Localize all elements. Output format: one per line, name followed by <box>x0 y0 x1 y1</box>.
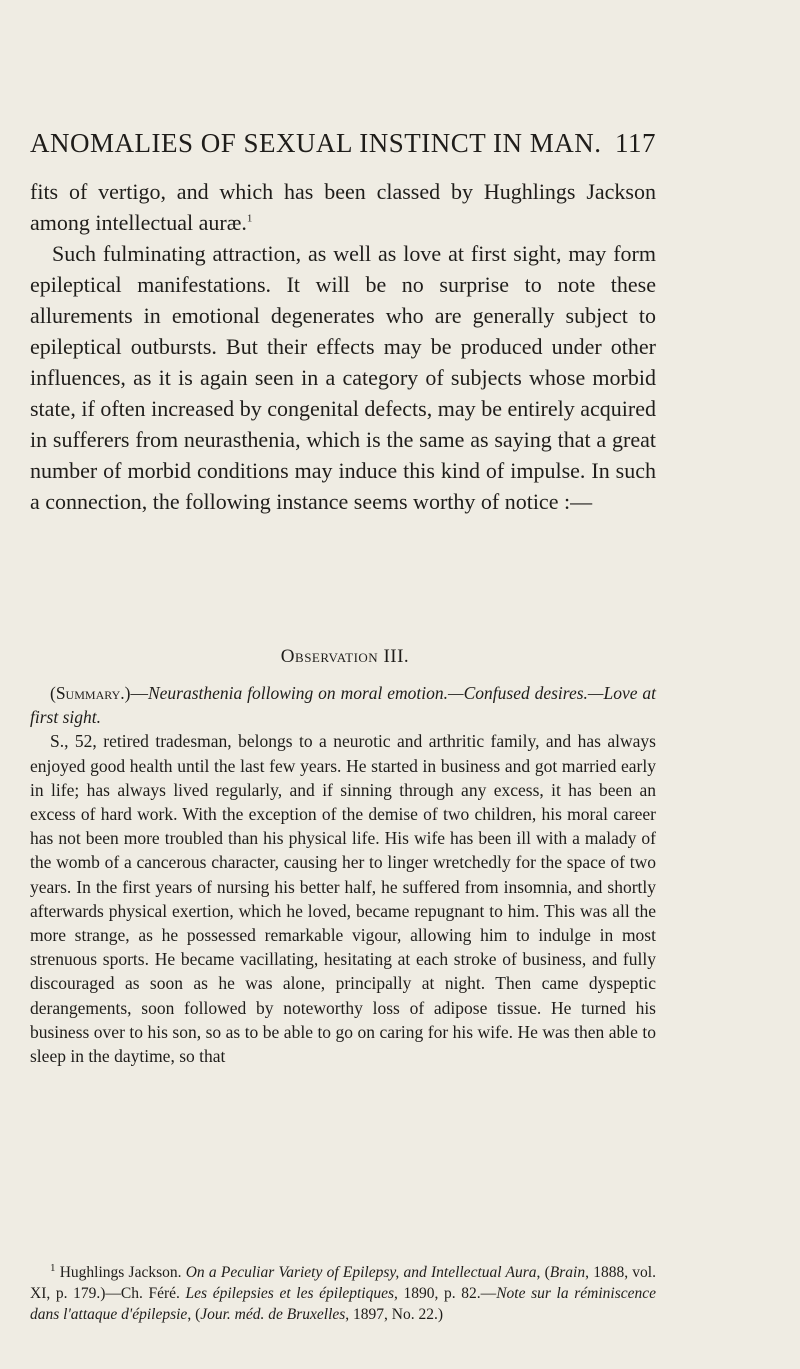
case-description: S., 52, retired tradesman, belongs to a neurotic and arthritic family, and has always enjoyed good health until the last few years. He started in business and got married early in life; has always lived regularly, and if sinning through any excess, it has been an excess of hard work. With the exception of the demise of two children, his moral career has not been more troubled than his physical life. His wife has been ill with a malady of the womb of a cancerous character, causing her to linger wretchedly for the space of two years. In the first years of nursing his better half, he suffered from insomnia, and shortly afterwards physical exertion, which he loved, became repugnant to him. This was all the more strange, as he possessed remarkable vigour, allowing him to indulge in most strenuous sports. He became vacillating, hesitating at each stroke of business, and fully discouraged as soon as he was alone, principally at night. Then came dyspeptic derangements, soon followed by noteworthy loss of adipose tissue. He turned his business over to his son, so as to be able to go on caring for his wife. He was then able to sleep in the daytime, so that <box>30 731 656 1067</box>
footnote-reference: 1 <box>246 212 253 225</box>
main-text <box>30 176 656 517</box>
footnote-citation-2: , 1890, p. 82.— <box>394 1285 497 1302</box>
footnote-sep-1: , ( <box>536 1264 550 1281</box>
summary-close: )— <box>124 683 148 703</box>
observation-heading: Observation III. <box>280 646 410 667</box>
footnote-sep-2: , ( <box>187 1306 201 1323</box>
footnote-title-1: On a Peculiar Variety of Epilepsy, and Intellectual Aura <box>185 1264 537 1281</box>
paragraph-1-text: fits of vertigo, and which has been classed by Hughlings Jackson among intellectual auræ. <box>30 179 656 235</box>
summary-text: Neurasthenia following on moral emotion.—Confused desires.—Love at first sight. <box>30 683 656 728</box>
running-title: ANOMALIES OF SEXUAL INSTINCT IN MAN. <box>30 128 602 158</box>
footnote <box>30 1262 656 1325</box>
observation-text <box>30 681 656 1068</box>
summary-open: ( <box>50 683 56 703</box>
paragraph-2: Such fulminating attraction, as well as love at first sight, may form epileptical manifestations. It will be no surprise to note these allurements in emotional degenerates who are generally subject to epileptical outbursts. But their effects may be produced under other influences, as it is again seen in a category of subjects whose morbid state, if often increased by congenital defects, may be entirely acquired in sufferers from neurasthenia, which is the same as saying that a great number of morbid conditions may induce this kind of impulse. In such a connection, the following instance seems worthy of notice :— <box>30 241 656 514</box>
footnote-journal-1: Brain <box>549 1264 586 1281</box>
footnote-text <box>30 1262 656 1325</box>
footnote-journal-2: Jour. méd. de Bruxelles <box>200 1306 346 1323</box>
footnote-marker: 1 <box>50 1261 56 1274</box>
running-header <box>30 128 656 159</box>
footnote-title-3: Note sur la réminiscence dans l'attaque d'épilepsie <box>30 1285 656 1323</box>
footnote-title-2: Les épilepsies et les épileptiques <box>185 1285 395 1302</box>
summary-label: Summary. <box>55 683 125 703</box>
paragraph-continuation <box>30 176 656 238</box>
footnote-author: Hughlings Jackson. <box>55 1264 186 1281</box>
footnote-citation-1: , 1888, vol. XI, p. 179.)—Ch. Féré. <box>30 1264 656 1302</box>
page-number: 117 <box>615 128 656 158</box>
footnote-citation-3: , 1897, No. 22.) <box>345 1306 444 1323</box>
observation-summary <box>30 681 656 729</box>
